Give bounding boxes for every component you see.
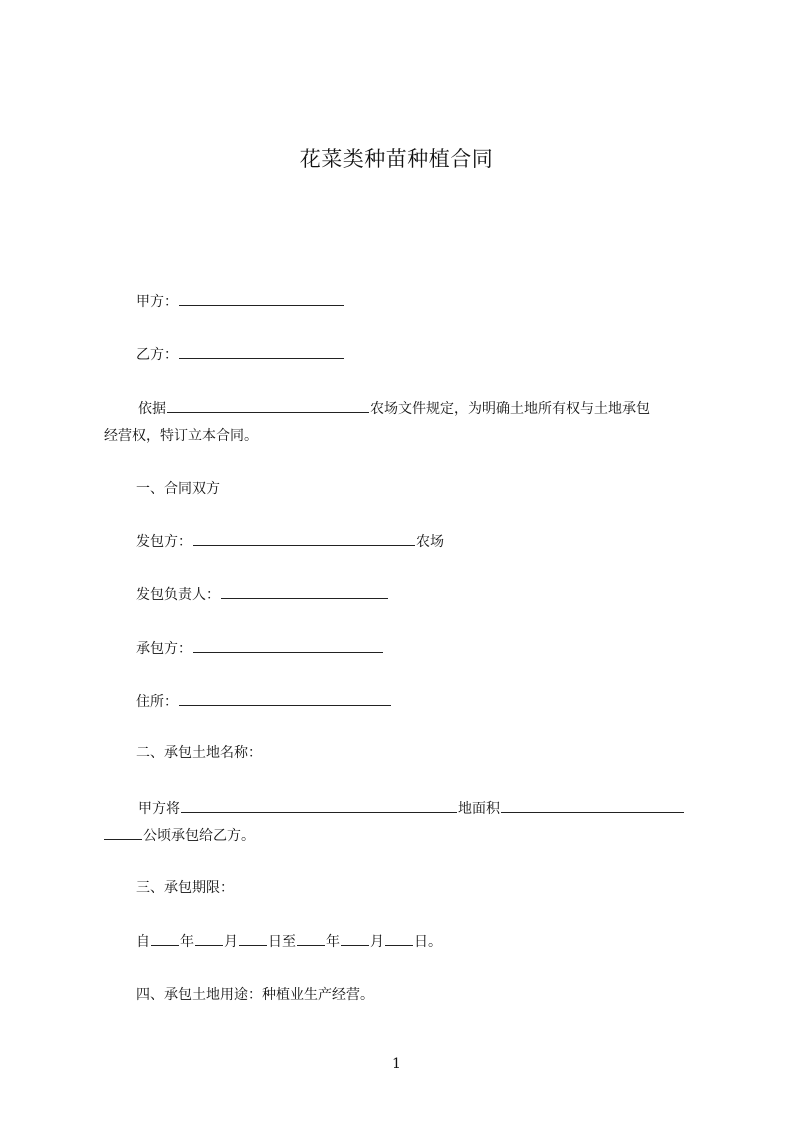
end-month-blank[interactable] — [341, 931, 369, 946]
contractee-label: 承包方： — [136, 641, 192, 657]
basis-blank[interactable] — [167, 398, 369, 413]
basis-suffix: 农场文件规定，为明确土地所有权与土地承包 — [370, 401, 650, 417]
contractor-blank[interactable] — [193, 531, 415, 546]
basis-paragraph — [104, 396, 704, 450]
contractor-lead-blank[interactable] — [221, 584, 388, 599]
start-day-blank[interactable] — [239, 931, 267, 946]
section4-heading: 四、承包土地用途：种植业生产经营。 — [136, 987, 374, 1003]
address-label: 住所： — [136, 694, 178, 710]
page-number: 1 — [392, 1056, 401, 1072]
party-a-blank[interactable] — [179, 291, 344, 306]
land-mid: 地面积 — [458, 801, 500, 817]
term-from: 自 — [136, 934, 150, 950]
address-blank[interactable] — [179, 691, 391, 706]
end-year-blank[interactable] — [297, 931, 325, 946]
term-line — [136, 931, 442, 952]
contractee-blank[interactable] — [193, 638, 383, 653]
section2-heading: 二、承包土地名称： — [136, 745, 262, 761]
address-line — [136, 691, 392, 712]
party-b-line — [136, 344, 345, 365]
section1-heading: 一、合同双方 — [136, 481, 220, 497]
contractor-suffix: 农场 — [416, 534, 444, 550]
term-year-1: 年 — [180, 934, 194, 950]
term-month-1: 月 — [224, 934, 238, 950]
document-title: 花菜类种苗种植合同 — [299, 147, 494, 171]
land-name-blank[interactable] — [181, 798, 457, 813]
land-suffix: 公顷承包给乙方。 — [143, 828, 255, 844]
contractor-lead-line — [136, 584, 389, 605]
contractee-line — [136, 638, 384, 659]
land-area-blank-cont[interactable] — [104, 825, 142, 840]
party-b-label: 乙方： — [136, 347, 178, 363]
contractor-line — [136, 531, 444, 552]
section3-heading: 三、承包期限： — [136, 880, 234, 896]
land-paragraph — [104, 796, 704, 850]
land-area-blank[interactable] — [501, 798, 684, 813]
party-b-blank[interactable] — [179, 344, 344, 359]
term-month-2: 月 — [370, 934, 384, 950]
party-a-line — [136, 291, 345, 312]
contractor-label: 发包方： — [136, 534, 192, 550]
term-day-end: 日。 — [414, 934, 442, 950]
land-prefix: 甲方将 — [138, 801, 180, 817]
end-day-blank[interactable] — [385, 931, 413, 946]
term-year-2: 年 — [326, 934, 340, 950]
contractor-lead-label: 发包负责人： — [136, 587, 220, 603]
start-month-blank[interactable] — [195, 931, 223, 946]
party-a-label: 甲方： — [136, 294, 178, 310]
start-year-blank[interactable] — [151, 931, 179, 946]
basis-line2: 经营权，特订立本合同。 — [104, 428, 258, 444]
term-day-to: 日至 — [268, 934, 296, 950]
basis-prefix: 依据 — [138, 401, 166, 417]
